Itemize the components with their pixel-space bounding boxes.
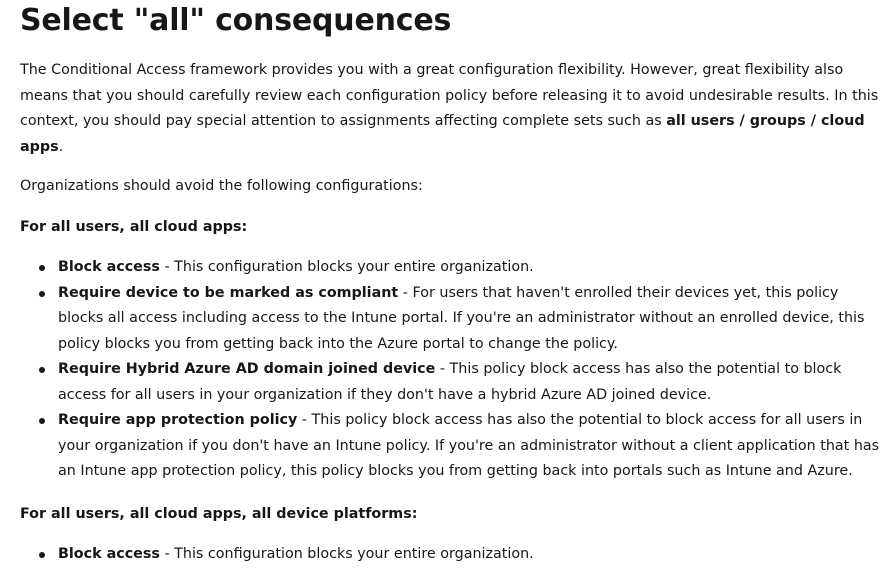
list-item-term: Block access: [58, 259, 160, 275]
list-item: [20, 542, 885, 568]
intro-bold-text: all users / groups / cloud apps: [20, 113, 865, 155]
list-item-text: - This policy block access has also the potential to block access for all users in your organization if they don't have a hybrid Azure AD joined device.: [58, 361, 842, 403]
intro-paragraph: [20, 58, 885, 160]
list-item-term: Require app protection policy: [58, 412, 298, 428]
list-item-text: - This configuration blocks your entire organization.: [159, 259, 534, 275]
list-item-text: - For users that haven't enrolled their devices yet, this policy blocks all access including access to the Intune portal. If you're an administrator without an enrolled device, this policy blocks you from getting back into the Azure portal to change the policy.: [58, 284, 865, 352]
bullet-icon: [39, 552, 45, 558]
intro-text: The Conditional Access framework provides you with a great configuration flexibility. However, great flexibility also means that you should carefully review each configuration policy before releasing it to avoid undesirable results. In this context, you should pay special attention to assignments affecting complete sets such as: [20, 62, 879, 129]
list-item: [20, 281, 885, 358]
list-item: [20, 357, 885, 408]
bullet-icon: [39, 418, 45, 424]
list-item: [20, 408, 885, 485]
list-item-term: Block access: [58, 546, 160, 562]
list-item-text: - This configuration blocks your entire organization.: [159, 546, 534, 562]
intro-end: .: [58, 138, 64, 155]
list-item-term: Require device to be marked as compliant: [58, 284, 399, 301]
article: [20, 0, 885, 568]
list-item-term: Require Hybrid Azure AD domain joined device: [58, 361, 436, 377]
bullet-icon: [39, 265, 45, 271]
avoid-paragraph: Organizations should avoid the following configurations:: [20, 178, 423, 194]
section1-heading: For all users, all cloud apps:: [20, 218, 248, 235]
section2-list: [20, 542, 885, 568]
page-title: Select "all" consequences: [20, 3, 452, 38]
bullet-icon: [39, 291, 45, 297]
list-item: [20, 255, 885, 281]
section1-list: [20, 255, 885, 485]
section2-heading: For all users, all cloud apps, all device platforms:: [20, 505, 418, 522]
list-item-text: - This policy block access has also the potential to block access for all users in your organization if you don't have an Intune policy. If you're an administrator without a client application that has an Intune app protection policy, this policy blocks you from getting back into portals such as Intune and Azure.: [58, 412, 880, 479]
bullet-icon: [39, 367, 45, 373]
